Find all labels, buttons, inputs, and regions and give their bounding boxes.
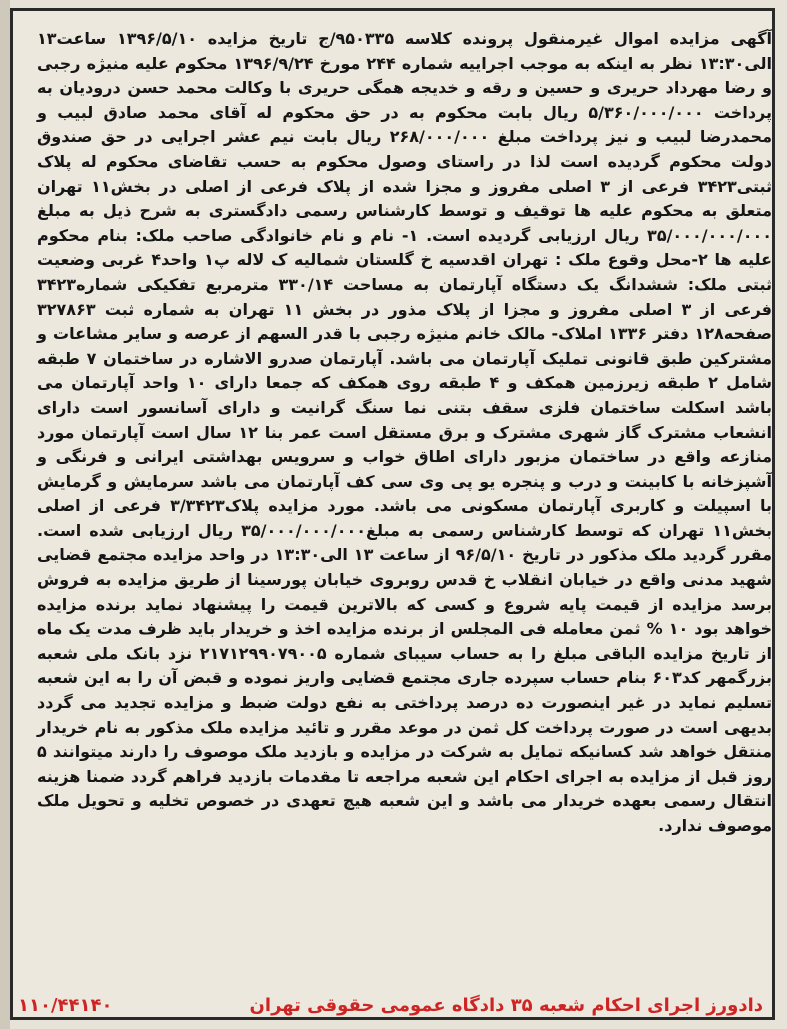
notice-frame: [10, 8, 775, 1020]
signature-line: دادورز اجرای احکام شعبه ۳۵ دادگاه عمومی حقوقی تهران: [249, 994, 763, 1016]
notice-footer: [18, 992, 763, 1018]
page-edge: [0, 0, 10, 1029]
reference-number: ۱۱۰/۴۴۱۴۰: [18, 994, 113, 1016]
notice-body: آگهی مزایده اموال غیرمنقول پرونده کلاسه ۹۵۰۳۳۵/ج تاریخ مزایده ۱۳۹۶/۵/۱۰ ساعت۱۳ الی۱۳:۳۰ نظر به اینکه به موجب اجراییه شماره ۲۴۴ مورخ ۱۳۹۶/۹/۲۴ محکوم علیه منیژه رجبی و رضا مهرداد حریری و حسین و رقه و خدیجه همگی حریری با وکالت محمد حسن درودیان به پرداخت ۵/۳۶۰/۰۰۰/۰۰۰ ریال بابت محکوم به در حق محکوم له آقای محمد صادق لبیب و محمدرضا لبیب و نیز پرداخت مبلغ ۲۶۸/۰۰۰/۰۰۰ ریال بابت نیم عشر اجرایی در حق صندوق دولت محکوم گردیده است لذا در راستای وصول محکوم به حسب تقاضای محکوم له پلاک ثبتی۳۴۲۳ فرعی از ۳ اصلی مفروز و مجزا شده از پلاک فرعی از اصلی در بخش۱۱ تهران متعلق به محکوم علیه ها توقیف و توسط کارشناس رسمی دادگستری به شرح ذیل به مبلغ ۳۵/۰۰۰/۰۰۰/۰۰۰ ریال ارزیابی گردیده است. ۱- نام و نام خانوادگی صاحب ملک: بنام محکوم علیه ها ۲-محل وقوع ملک : تهران اقدسیه خ گلستان شمالیه ک لاله پ۱ واحد۴ غربی وضعیت ثبتی ملک: ششدانگ یک دستگاه آپارتمان به مساحت ۳۳۰/۱۴ مترمربع تفکیکی شماره۳۴۲۳ فرعی از ۳ اصلی مفروز و مجزا از پلاک مذور در بخش ۱۱ تهران به شماره ثبت ۳۲۷۸۶۳ صفحه۱۲۸ دفتر ۱۳۳۶ املاک- مالک خانم منیژه رجبی با قدر السهم از عرصه و سایر مشاعات و مشترکین طبق قانونی تملیک آپارتمان می باشد. آپارتمان صدرو الاشاره در ساختمان ۷ طبقه شامل ۲ طبقه زیرزمین همکف و ۴ طبقه روی همکف که جمعا دارای ۱۰ واحد آپارتمان می باشد اسکلت ساختمان فلزی سقف بتنی نما سنگ گرانیت و دارای آسانسور است دارای انشعاب مشترک گاز شهری مشترک و برق مستقل است عمر بنا ۱۲ سال است آپارتمان مورد منازعه واقع در ساختمان مزبور دارای اطاق خواب و سرویس بهداشتی ایرانی و فرنگی و آشپزخانه با کابینت و درب و پنجره یو پی وی سی کف آپارتمان می باشد سرمایش و گرمایش با اسپیلت و کاربری آپارتمان مسکونی می باشد. مورد مزایده پلاک۳/۳۴۲۳ فرعی از اصلی بخش۱۱ تهران که توسط کارشناس رسمی به مبلغ۳۵/۰۰۰/۰۰۰/۰۰۰ ریال ارزیابی شده است. مقرر گردید ملک مذکور در تاریخ ۹۶/۵/۱۰ از ساعت ۱۳ الی۱۳:۳۰ در واحد مزایده مجتمع قضایی شهید مدنی واقع در خیابان انقلاب خ قدس روبروی خیابان پورسینا از طریق مزایده به فروش برسد مزایده از قیمت پایه شروع و کسی که بالاترین قیمت را پیشنهاد نماید برنده مزایده خواهد بود ۱۰ % ثمن معامله فی المجلس از برنده مزایده اخذ و خریدار باید ظرف مدت یک ماه از تاریخ مزایده الباقی مبلغ را به حساب سیبای شماره ۲۱۷۱۲۹۹۰۷۹۰۰۵ نزد بانک ملی شعبه بزرگمهر کد۶۰۳ بنام حساب سپرده جاری مجتمع قضایی واریز نموده و قبض آن را به این شعبه تسلیم نماید در غیر اینصورت ده درصد پرداختی به نفع دولت ضبط و مزایده تجدید می گردد بدیهی است در صورت پرداخت کل ثمن در موعد مقرر و تائید مزایده ملک مذکور به نام خریدار منتقل خواهد شد کسانیکه تمایل به شرکت در مزایده و بازدید ملک موصوف را دارند میتوانند ۵ روز قبل از مزایده به اجرای احکام این شعبه مراجعه تا مقدمات بازدید فراهم گردد ضمنا هزینه انتقال رسمی بعهده خریدار می باشد و این شعبه هیچ تعهدی در خصوص تخلیه و تحویل ملک موصوف ندارد.: [37, 29, 773, 835]
